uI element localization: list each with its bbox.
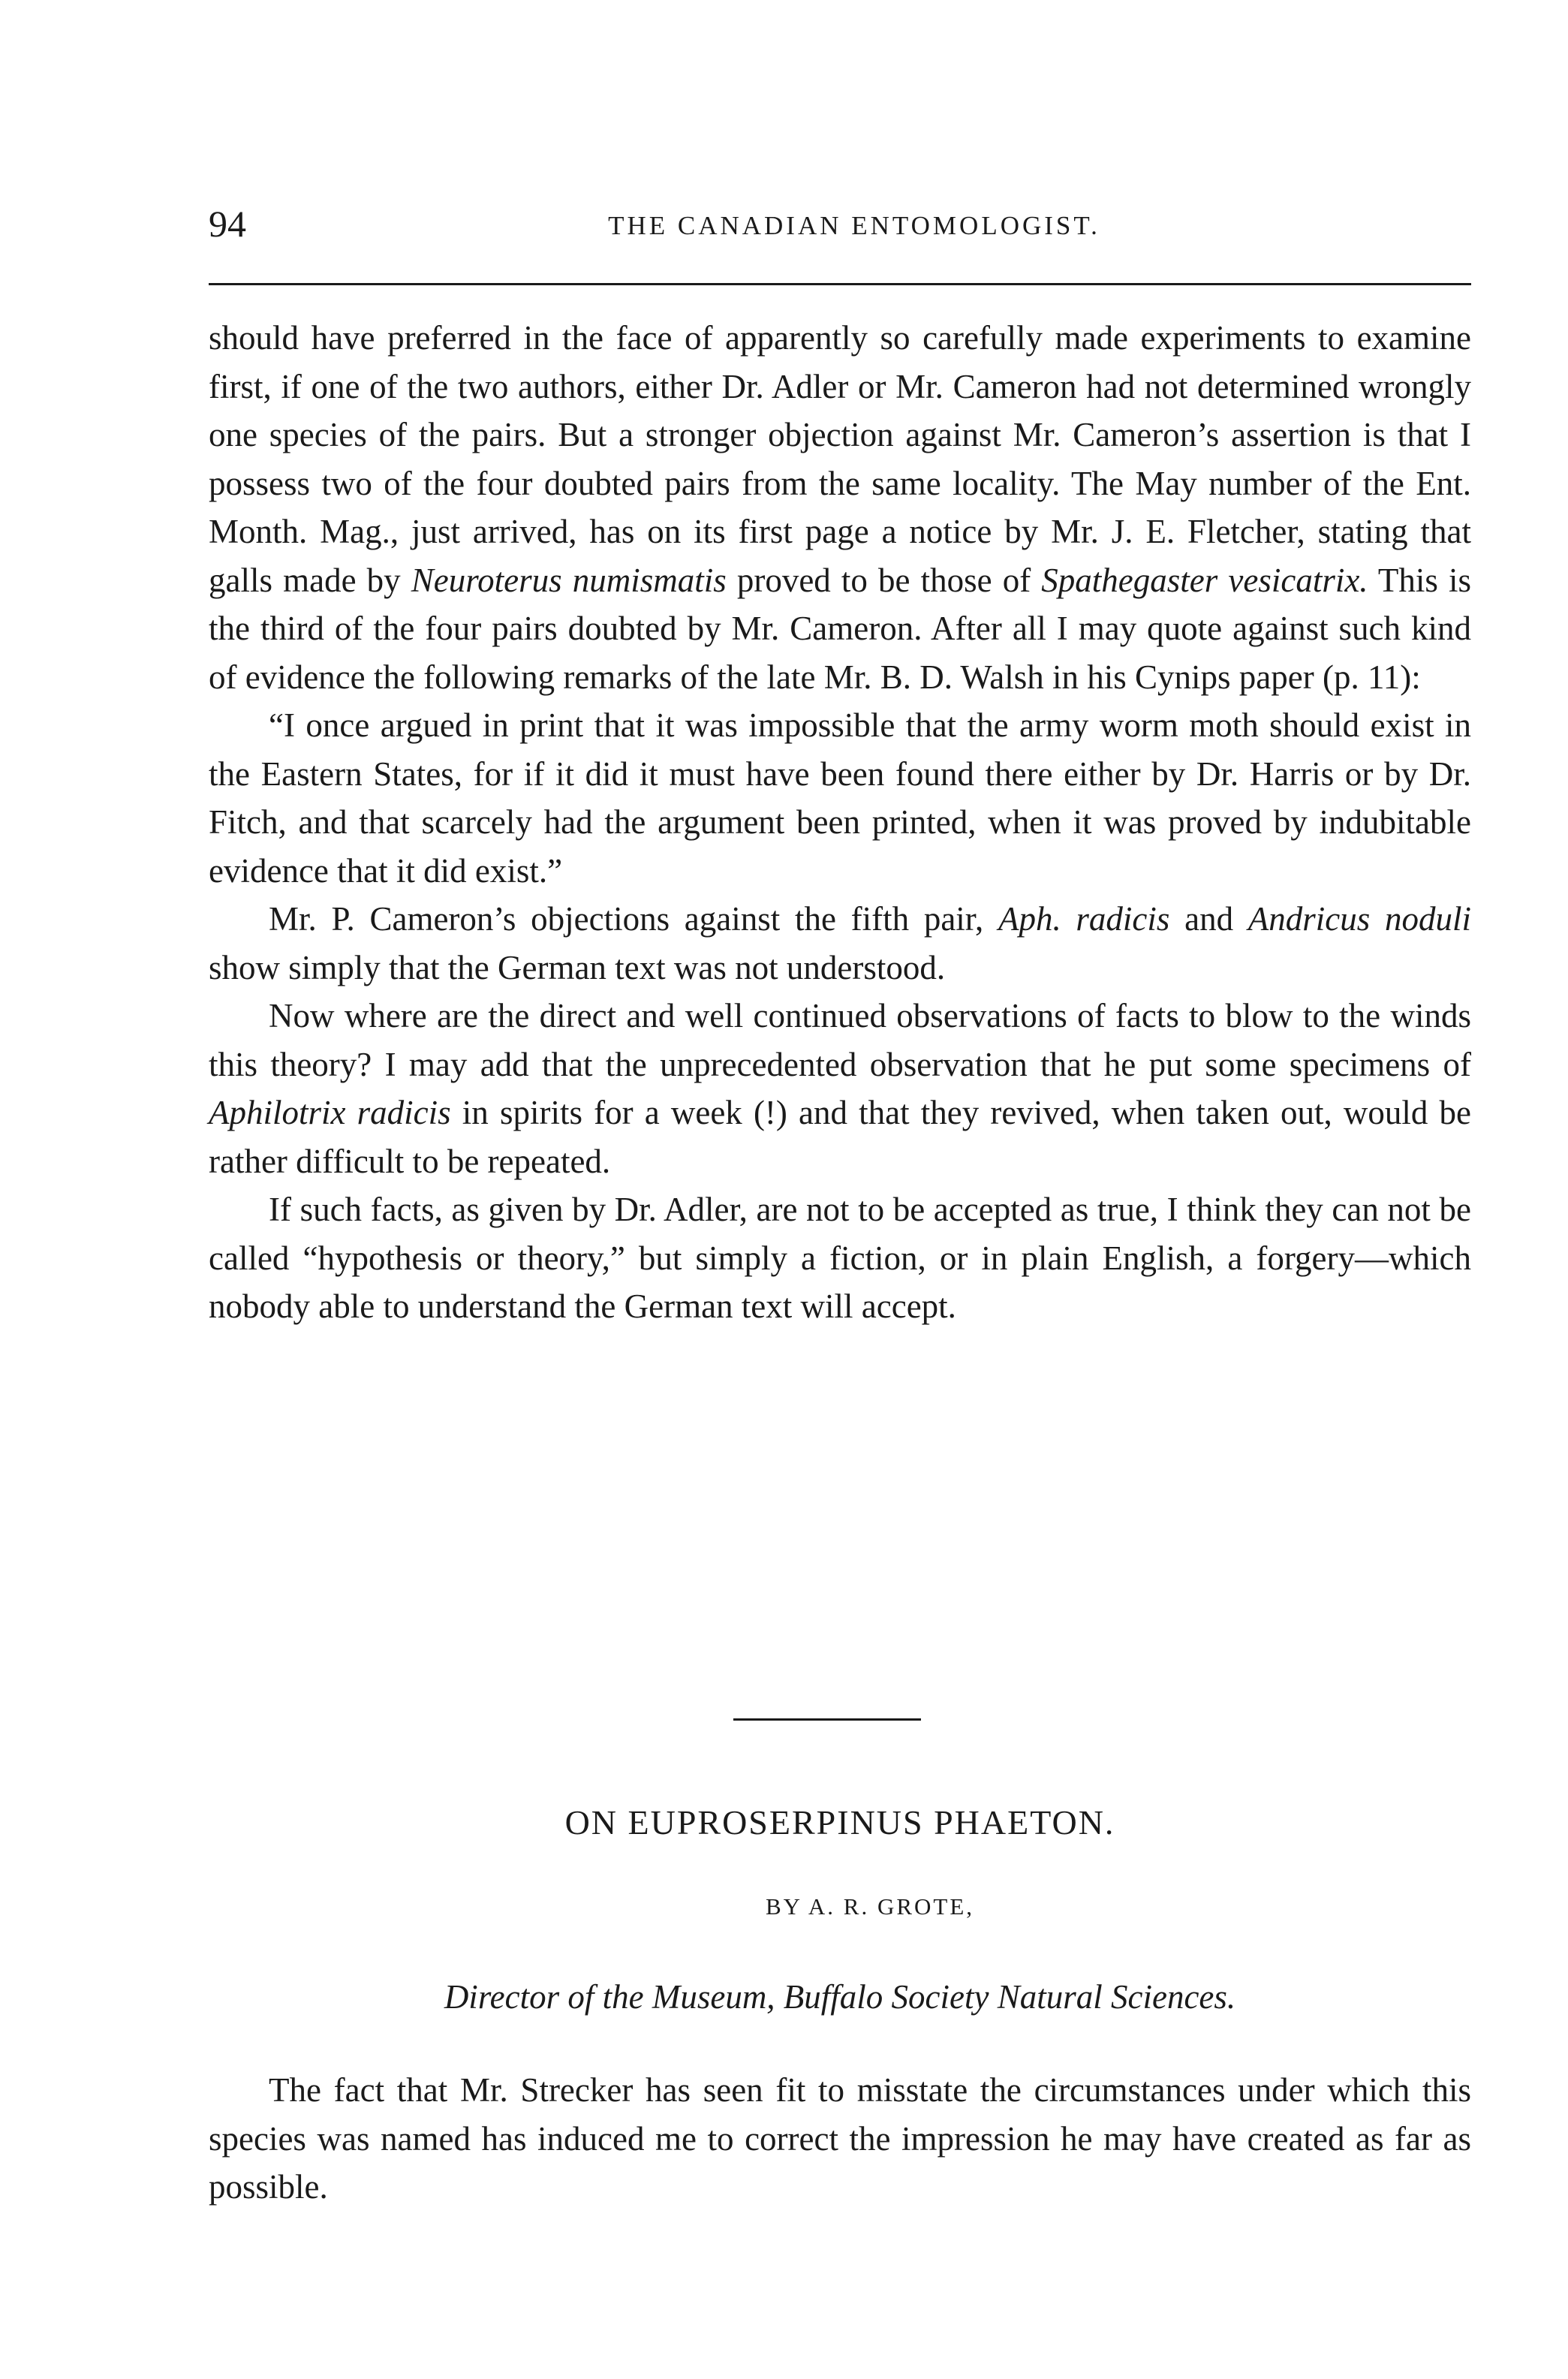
author-byline: BY A. R. GROTE, (765, 1893, 975, 1920)
running-title: THE CANADIAN ENTOMOLOGIST. (608, 211, 1100, 240)
block-quote: “I once argued in print that it was impossible that the army worm moth should exist in the Eastern States, for if it did it must have been found there either by Dr. Harris or by Dr. Fitch, and that scarcely had the argument been printed, when it was proved by indubitable evidence that it did exist.” (209, 706, 1471, 890)
text-run: Now where are the direct and well continued observations of facts to blow to the winds this theory? I may add that the unprecedented observation that he put some specimens of (209, 997, 1471, 1083)
page-header (209, 201, 1470, 254)
text-run: in spirits for a week (!) and that they revived, when taken out, would be rather difficult to be repeated. (209, 1094, 1471, 1180)
paragraph (209, 895, 1471, 992)
text-run: This is the third of the four pairs doubted by Mr. Cameron. After all I may quote against such kind of evidence the following remarks of the late Mr. B. D. Walsh in his Cynips paper (p. 11): (209, 561, 1471, 696)
text-run: Mr. P. Cameron’s objections against the fifth pair, (269, 900, 998, 938)
text-run: and (1169, 900, 1248, 938)
paragraph (209, 314, 1471, 701)
author-affiliation: Director of the Museum, Buffalo Society Natural Sciences. (444, 1978, 1236, 2016)
species-name: Aph. radicis (998, 900, 1170, 938)
section-divider (733, 1718, 921, 1721)
text-run: show simply that the German text was not understood. (209, 948, 946, 986)
paragraph: The fact that Mr. Strecker has seen fit to misstate the circumstances under which this species was named has induced me to correct the impression he may have created as far as possible. (209, 2071, 1471, 2206)
text-run: should have preferred in the face of apparently so carefully made experiments to examine first, if one of the two authors, either Dr. Adler or Mr. Cameron had not determined wrongly one species of the pairs. But a stronger objection against Mr. Cameron’s assertion is that I possess two of the four doubted pairs from the same locality. The May number of the Ent. Month. Mag., just arrived, has on its first page a notice by Mr. J. E. Fletcher, stating that galls made by (209, 319, 1471, 599)
paragraph: If such facts, as given by Dr. Adler, are not to be accepted as true, I think they can not be called “hypothesis or theory,” but simply a fiction, or in plain English, a forgery—which nobody able to understand the German text will accept. (209, 1191, 1471, 1325)
paragraph (209, 992, 1471, 1185)
continued-article-text (209, 314, 1471, 1331)
species-name: Spathegaster vesicatrix. (1041, 561, 1368, 599)
page-number: 94 (209, 203, 246, 245)
article-body (209, 2066, 1471, 2212)
article-title: ON EUPROSERPINUS PHAETON. (564, 1803, 1115, 1841)
species-name: Andricus noduli (1247, 900, 1471, 938)
species-name: Neuroterus numismatis (411, 561, 727, 599)
header-rule (209, 283, 1471, 285)
species-name: Aphilotrix radicis (209, 1094, 451, 1131)
text-run: proved to be those of (726, 561, 1042, 599)
